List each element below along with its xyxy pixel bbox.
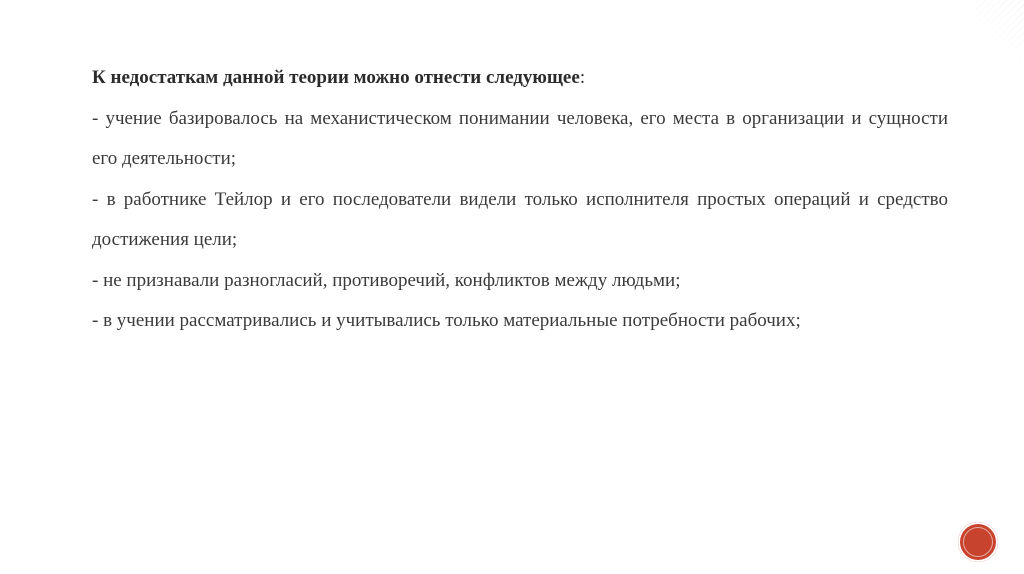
list-item: - не признавали разногласий, противоречий, конфликтов между людьми; (92, 269, 681, 291)
page-number-badge (958, 522, 998, 562)
slide-heading (92, 58, 948, 99)
list-item: - в учении рассматривались и учитывались только материальные потребности рабочих; (92, 310, 801, 331)
badge-ring (963, 527, 993, 557)
corner-hatch-decoration (964, 0, 1024, 60)
slide-content (92, 58, 948, 342)
list-item: - учение базировалось на механистическом понимании человека, его места в организации и сущности его деятельности; (92, 107, 948, 169)
heading-colon: : (579, 67, 586, 88)
list-item: - в работнике Тейлор и его последователи видели только исполнителя простых операций и средство достижения цели; (92, 188, 948, 250)
heading-text: К недостаткам данной теории можно отнести следующее (92, 67, 580, 88)
